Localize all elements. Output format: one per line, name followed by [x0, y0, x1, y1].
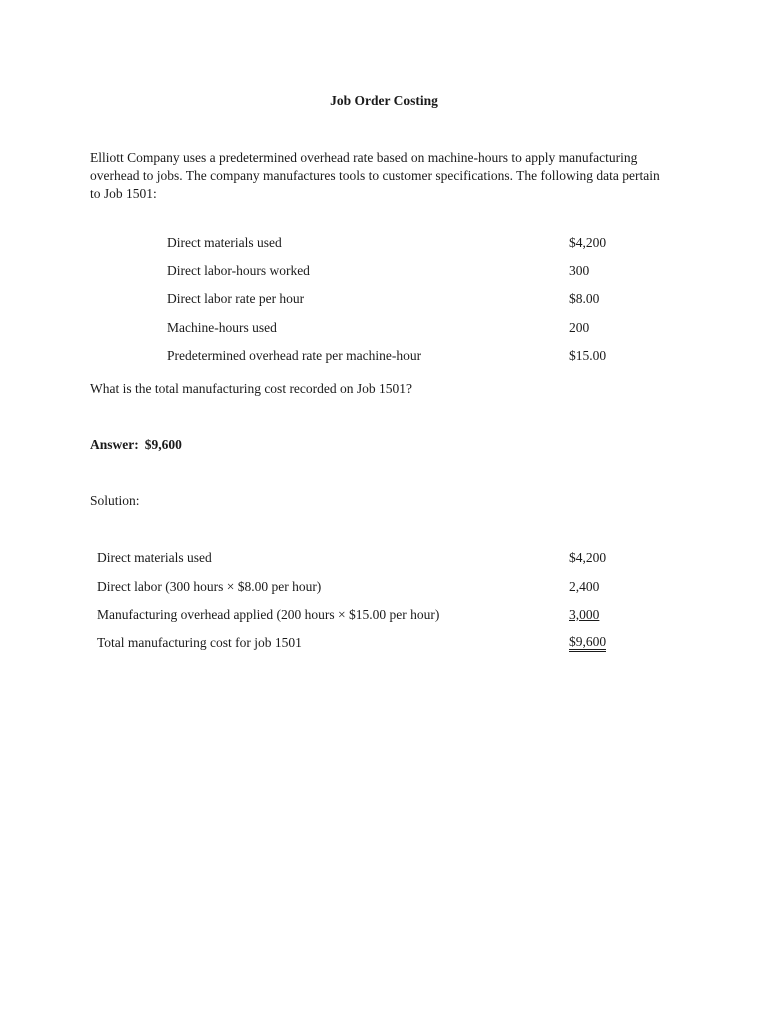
solution-row-value: 3,000: [569, 607, 600, 622]
intro-line: to Job 1501:: [90, 186, 157, 201]
data-row-label: Direct labor-hours worked: [167, 263, 310, 278]
data-row-value: $4,200: [569, 235, 607, 250]
answer-value: $9,600: [144, 437, 182, 452]
solution-row-label: Direct labor (300 hours × $8.00 per hour): [97, 579, 322, 594]
data-row-value: 200: [569, 320, 590, 335]
data-row-label: Direct materials used: [167, 235, 282, 250]
answer-line: [90, 437, 182, 453]
data-row-value: $8.00: [569, 291, 600, 306]
data-row: [0, 290, 768, 308]
solution-total-row: [0, 634, 768, 652]
data-row-value: 300: [569, 263, 590, 278]
data-row: [0, 347, 768, 365]
intro-line: Elliott Company uses a predetermined overhead rate based on machine-hours to apply manufacturing: [90, 150, 638, 165]
data-row: [0, 319, 768, 337]
intro-line: overhead to jobs. The company manufactures tools to customer specifications. The following data pertain: [90, 168, 660, 183]
answer-label: Answer:: [90, 437, 139, 452]
data-row-label: Predetermined overhead rate per machine-hour: [167, 348, 422, 363]
data-row: [0, 234, 768, 252]
solution-heading: Solution:: [90, 493, 140, 508]
solution-row-label: Manufacturing overhead applied (200 hours × $15.00 per hour): [97, 607, 440, 622]
document-title: Job Order Costing: [330, 93, 438, 108]
question-text: What is the total manufacturing cost recorded on Job 1501?: [90, 381, 413, 396]
solution-total-value: $9,600: [569, 634, 606, 652]
solution-row-value: 2,400: [569, 579, 600, 594]
data-row-label: Direct labor rate per hour: [167, 291, 305, 306]
data-row: [0, 262, 768, 280]
solution-row: [0, 606, 768, 624]
solution-row: [0, 549, 768, 567]
solution-row-value: $4,200: [569, 550, 607, 565]
data-row-label: Machine-hours used: [167, 320, 277, 335]
solution-row: [0, 578, 768, 596]
solution-row-label: Total manufacturing cost for job 1501: [97, 635, 302, 650]
data-row-value: $15.00: [569, 348, 607, 363]
intro-paragraph: [90, 149, 690, 203]
solution-row-label: Direct materials used: [97, 550, 212, 565]
